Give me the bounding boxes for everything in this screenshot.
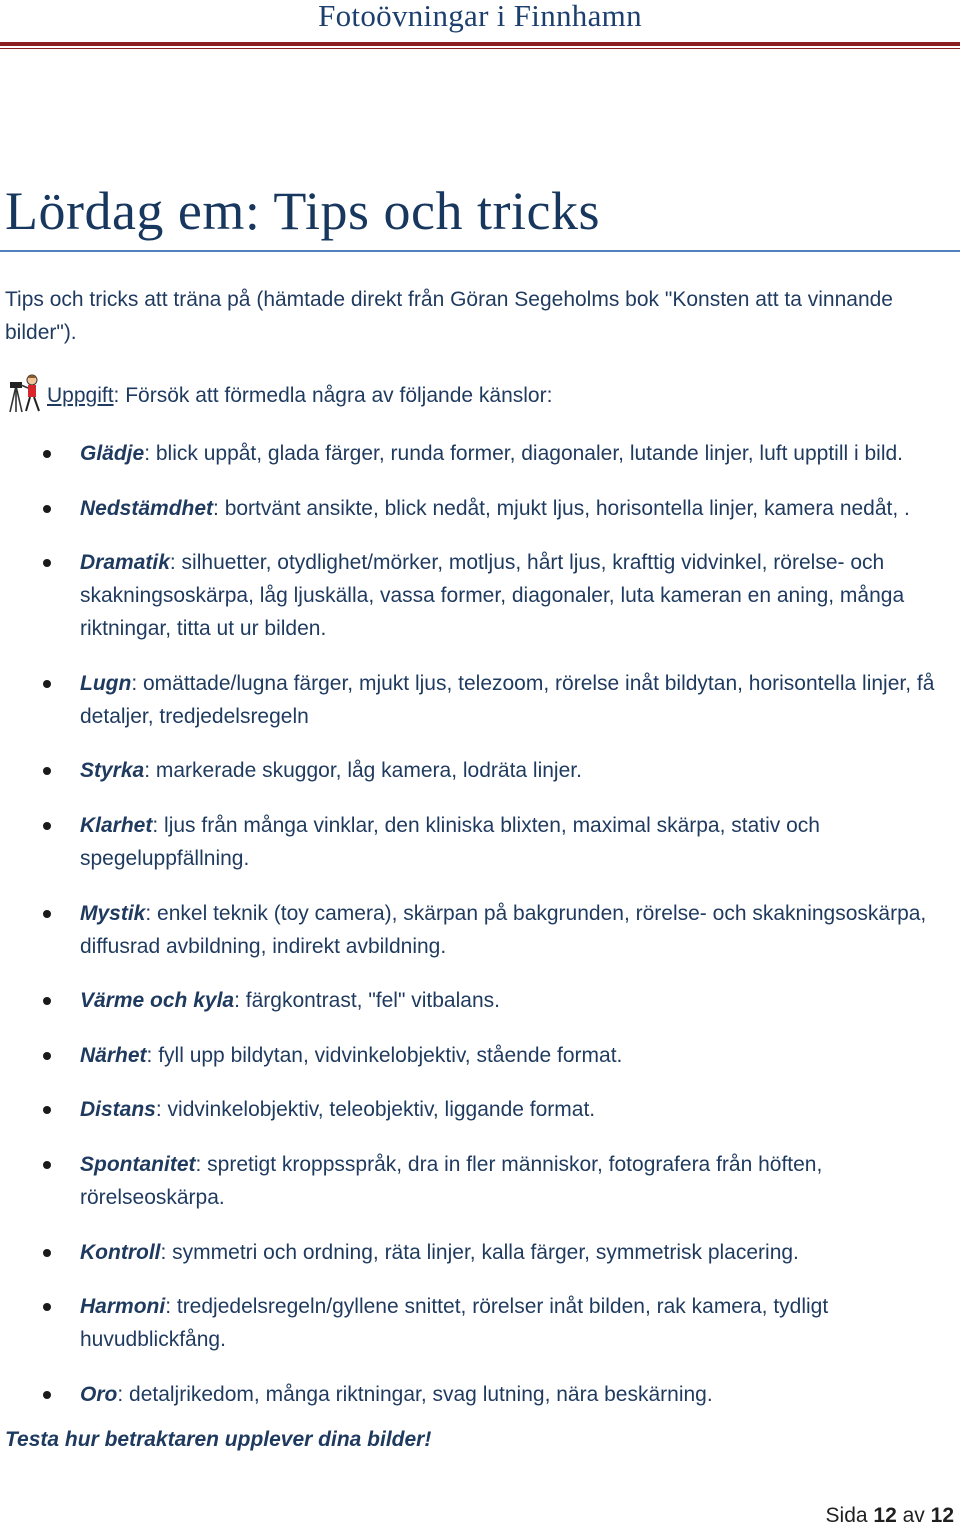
item-text: : markerade skuggor, låg kamera, lodräta linjer. [144,759,582,783]
list-item [0,1093,960,1126]
bullet-icon [43,1161,51,1169]
item-text: : blick uppåt, glada färger, runda former, diagonaler, lutande linjer, luft upptill i bild. [144,442,904,465]
header-rule-thin [0,48,960,49]
item-text: : färgkontrast, "fel" vitbalans. [234,989,500,1013]
bullet-icon [43,1106,51,1114]
list-item [0,492,960,525]
item-term: Oro [80,1382,118,1406]
item-text: : enkel teknik (toy camera), skärpan på bakgrunden, rörelse- och skakningsoskärpa, diffusrad avbildning, indirekt avbildning. [80,901,927,958]
bullet-icon [43,1303,51,1311]
item-term: Mystik [80,901,146,925]
item-term: Kontroll [80,1240,161,1264]
item-term: Distans [80,1098,156,1122]
list-item [0,1148,960,1214]
page-header-title: Fotoövningar i Finnhamn [318,0,642,33]
task-text: : Försök att förmedla några av följande känslor: [113,384,553,407]
footer-separator: av [902,1504,925,1527]
item-text: : detaljrikedom, många riktningar, svag lutning, nära beskärning. [117,1382,713,1406]
list-item [0,437,960,470]
list-item [0,809,960,875]
bullet-icon [43,767,51,775]
emotion-list [0,437,960,1432]
item-term: Harmoni [80,1295,166,1319]
footer-page-total: 12 [930,1504,954,1527]
bullet-icon [43,680,51,688]
item-text: : omättade/lugna färger, mjukt ljus, telezoom, rörelse inåt bildytan, horisontella linjer, få detaljer, tredjedelsregeln [80,671,935,728]
item-term: Värme och kyla [80,989,235,1013]
task-link[interactable]: Uppgift [47,384,114,407]
list-item [0,754,960,787]
list-item [0,897,960,963]
item-term: Klarhet [80,813,153,837]
item-term: Spontanitet [80,1152,196,1176]
item-term: Närhet [80,1043,147,1067]
item-term: Glädje [80,442,145,465]
bullet-icon [43,505,51,513]
intro-paragraph: Tips och tricks att träna på (hämtade direkt från Göran Segeholms bok "Konsten att ta vinnande bilder"). [5,288,893,344]
list-item [0,984,960,1017]
list-item [0,546,960,645]
list-item [0,667,960,733]
item-text: : symmetri och ordning, räta linjer, kalla färger, symmetrisk placering. [160,1240,799,1264]
header-rule [0,42,960,46]
item-text: : bortvänt ansikte, blick nedåt, mjukt ljus, horisontella linjer, kamera nedåt, . [213,496,910,520]
bullet-icon [43,1052,51,1060]
page-heading: Lördag em: Tips och tricks [5,181,600,241]
item-text: : vidvinkelobjektiv, teleobjektiv, liggande format. [155,1098,596,1122]
item-text: : spretigt kroppsspråk, dra in fler människor, fotografera från höften, rörelseoskärpa. [80,1152,823,1209]
task-line [5,368,552,412]
footer-prefix: Sida [825,1504,868,1527]
bullet-icon [43,559,51,567]
heading-rule [0,250,960,252]
photographer-tripod-icon [5,372,43,412]
list-item [0,1039,960,1072]
item-term: Styrka [80,759,145,783]
item-text: : silhuetter, otydlighet/mörker, motljus, hårt ljus, krafttig vidvinkel, rörelse- och skakningsoskärpa, låg ljuskälla, vassa former, diagonaler, luta kameran en aning, många riktningar, titta ut ur bilden. [80,551,905,641]
footer-page-number: 12 [873,1504,897,1527]
bullet-icon [43,997,51,1005]
bullet-icon [43,1391,51,1399]
bullet-icon [43,450,51,458]
item-term: Lugn [80,671,132,695]
list-item [0,1236,960,1269]
bullet-icon [43,910,51,918]
item-text: : tredjedelsregeln/gyllene snittet, rörelser inåt bilden, rak kamera, tydligt huvudblickfång. [80,1295,829,1352]
bullet-icon [43,822,51,830]
item-text: : ljus från många vinklar, den kliniska blixten, maximal skärpa, stativ och spegeluppfällning. [80,813,820,870]
item-text: : fyll upp bildytan, vidvinkelobjektiv, stående format. [146,1043,623,1067]
item-term: Dramatik [80,551,170,575]
page-footer [826,1504,954,1528]
list-item [0,1378,960,1411]
item-term: Nedstämdhet [80,496,214,520]
list-item [0,1290,960,1356]
closing-note: Testa hur betraktaren upplever dina bilder! [5,1428,432,1451]
bullet-icon [43,1249,51,1257]
